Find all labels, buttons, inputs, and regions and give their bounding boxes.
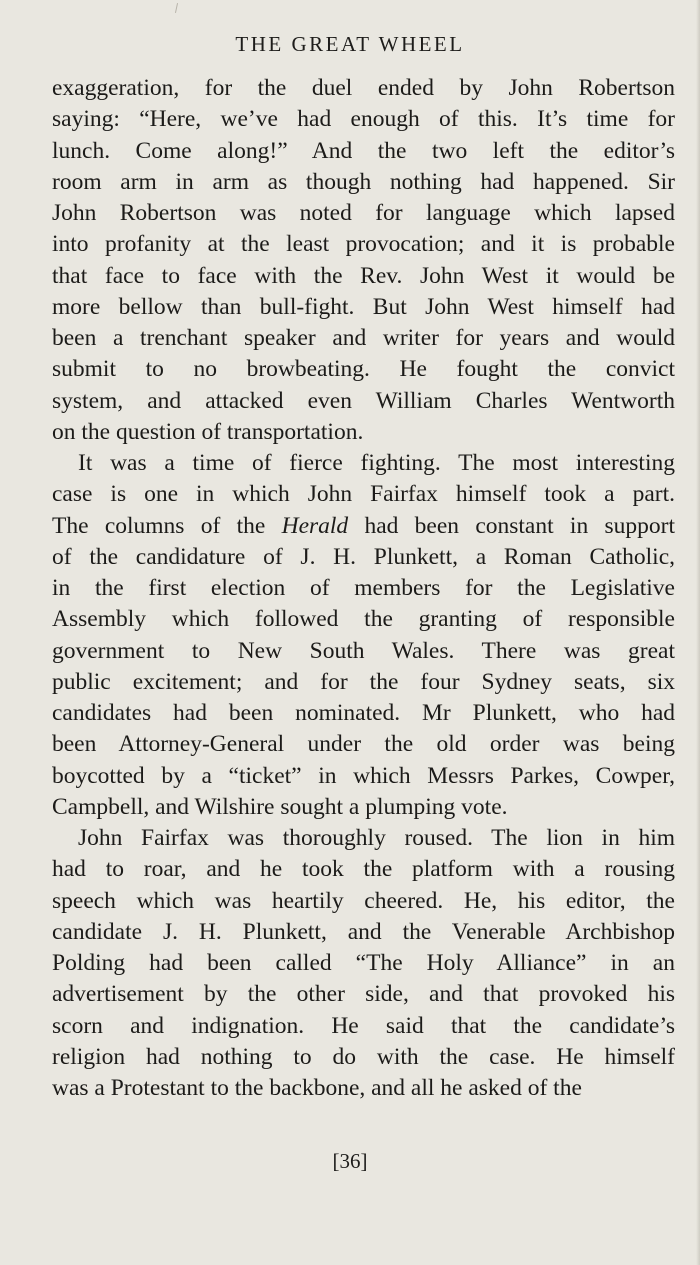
text-line: Assembly which followed the granting of responsible	[52, 606, 675, 633]
text-line: lunch. Come along!” And the two left the editor’s	[52, 137, 675, 164]
page-speck	[175, 3, 178, 13]
body-text	[52, 73, 675, 1104]
text-line: had to roar, and he took the platform with a rousing	[52, 856, 675, 883]
text-line: candidates had been nominated. Mr Plunkett, who had	[52, 700, 675, 726]
page-number: [36]	[332, 1149, 368, 1173]
text-line: more bellow than bull-fight. But John West himself had	[52, 293, 675, 320]
text-line: that face to face with the Rev. John West it would be	[52, 262, 675, 289]
text-line: John Fairfax was thoroughly roused. The lion in him	[78, 825, 675, 851]
text-line: Campbell, and Wilshire sought a plumping vote.	[52, 793, 508, 820]
text-line: system, and attacked even William Charles Wentworth	[52, 387, 675, 414]
text-line: Polding had been called “The Holy Alliance” in an	[52, 950, 675, 976]
text-line: on the question of transportation.	[52, 418, 364, 445]
text-line: into profanity at the least provocation; and it is probable	[52, 231, 675, 258]
text-line: case is one in which John Fairfax himself took a part.	[52, 481, 675, 508]
text-line: speech which was heartily cheered. He, his editor, the	[52, 887, 675, 914]
text-line: religion had nothing to do with the case. He himself	[52, 1043, 675, 1070]
text-line: of the candidature of J. H. Plunkett, a Roman Catholic,	[52, 543, 675, 570]
text-line: government to New South Wales. There was great	[52, 637, 675, 664]
text-line: been a trenchant speaker and writer for years and would	[52, 325, 675, 351]
newspaper-title: Herald	[281, 512, 349, 539]
text-line: in the first election of members for the Legislative	[52, 575, 675, 601]
text-line: advertisement by the other side, and that provoked his	[52, 981, 675, 1008]
text-line: It was a time of fierce fighting. The most interesting	[78, 450, 675, 476]
text-line: exaggeration, for the duel ended by John Robertson	[52, 75, 675, 101]
text-line: The columns of the Herald had been constant in support	[52, 512, 675, 539]
text-line: John Robertson was noted for language which lapsed	[52, 200, 675, 226]
text-line: was a Protestant to the backbone, and all he asked of the	[52, 1075, 582, 1101]
text-line: boycotted by a “ticket” in which Messrs Parkes, Cowper,	[52, 762, 675, 789]
text-line: saying: “Here, we’ve had enough of this. It’s time for	[52, 106, 675, 133]
text-line: scorn and indignation. He said that the candidate’s	[52, 1012, 675, 1039]
text-line: public excitement; and for the four Sydney seats, six	[52, 668, 675, 695]
page-edge-shadow	[696, 0, 700, 1265]
running-head: THE GREAT WHEEL	[235, 32, 465, 56]
text-line: been Attorney-General under the old order was being	[52, 731, 675, 758]
text-line: submit to no browbeating. He fought the convict	[52, 356, 675, 383]
text-line: room arm in arm as though nothing had happened. Sir	[52, 168, 675, 195]
text-line: candidate J. H. Plunkett, and the Venerable Archbishop	[52, 918, 675, 945]
